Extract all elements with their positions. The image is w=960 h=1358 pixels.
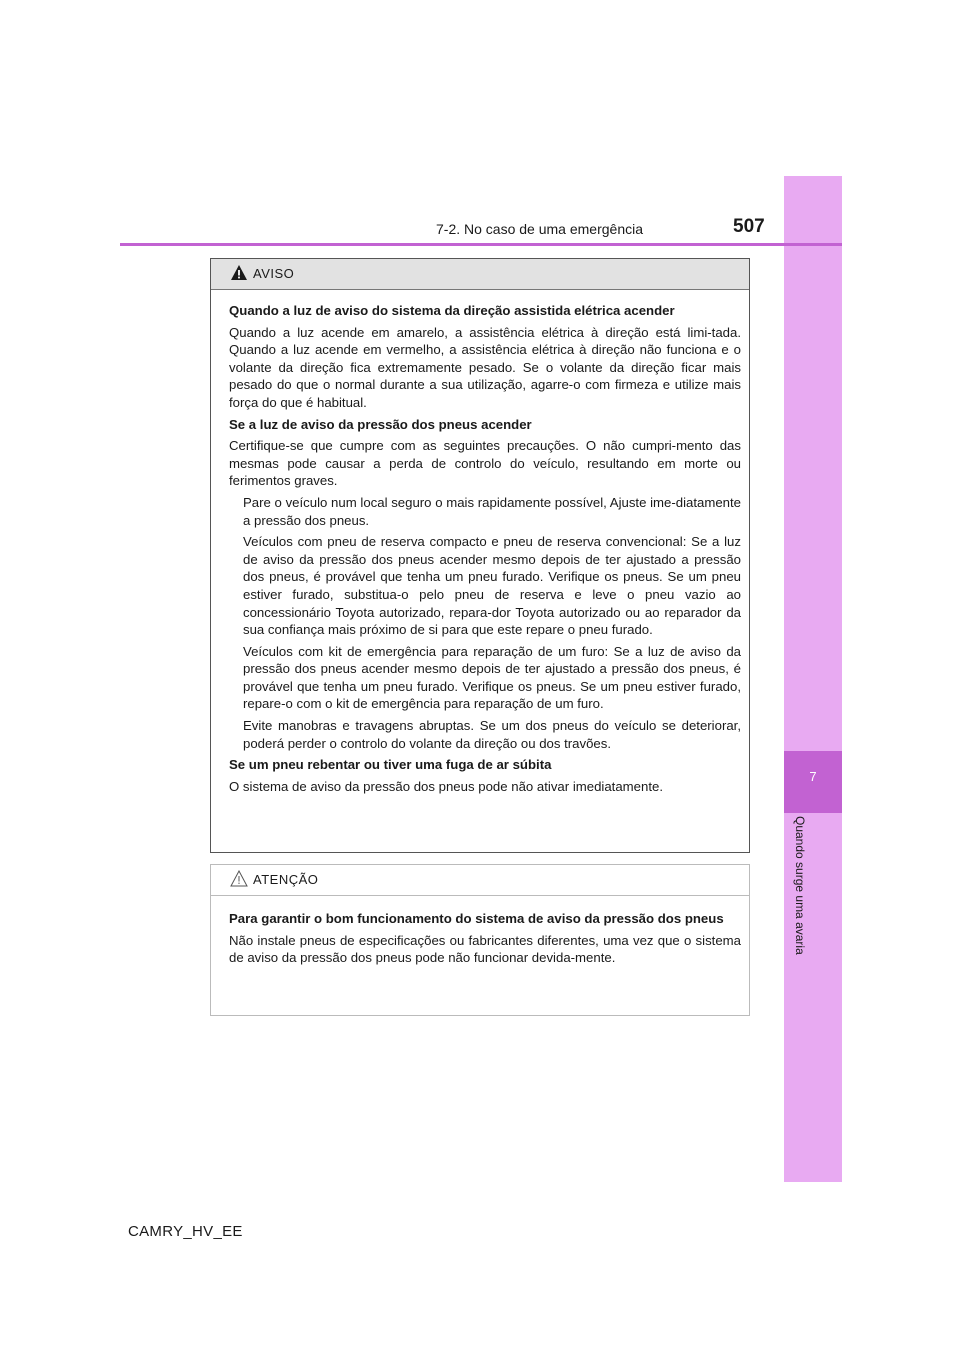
caution-box xyxy=(210,864,750,1016)
warning-box xyxy=(210,258,750,853)
warning-label: AVISO xyxy=(253,266,295,281)
page-number: 507 xyxy=(733,216,765,237)
warning-text-blowout: O sistema de aviso da pressão dos pneus pode não ativar imediatamente. xyxy=(229,778,663,794)
chapter-title: Quando surge uma avaria xyxy=(793,816,807,955)
warning-heading-blowout: Se um pneu rebentar ou tiver uma fuga de ar súbita xyxy=(229,757,552,773)
chapter-number: 7 xyxy=(809,769,817,784)
warning-bullet-stop-vehicle: Pare o veículo num local seguro o mais rapidamente possível, Ajuste ime-diatamente a pressão dos pneus. xyxy=(243,494,741,528)
warning-heading-power-steering: Quando a luz de aviso do sistema da direção assistida elétrica acender xyxy=(229,303,675,318)
warning-text-power-steering: Quando a luz acende em amarelo, a assistência elétrica à direção está limi-tada. Quando a luz acende em vermelho, a assistência elétrica à direção não funciona e o volante da direção fica extremamente pesado. Se o volante da direção ficar mais pesado do que o normal durante a sua utilização, agarre-o com firmeza e utilize mais força do que é habitual. xyxy=(229,324,741,410)
warning-body xyxy=(211,290,749,795)
warning-bullet-avoid-maneuvers: Evite manobras e travagens abruptas. Se um dos pneus do veículo se deteriorar, poderá perder o controlo do volante da direção ou dos travões. xyxy=(243,718,741,751)
caution-triangle-icon xyxy=(230,870,248,887)
warning-triangle-icon xyxy=(230,264,248,281)
caution-label: ATENÇÃO xyxy=(253,872,319,887)
warning-bullet-spare-tire: Veículos com pneu de reserva compacto e pneu de reserva convencional: Se a luz de aviso da pressão dos pneus acender mesmo depois de ter ajustado a pressão dos pneus, é provável que tenha um pneu furado. Verifique os pneus. Se um pneu estiver furado, substitua-o pelo pneu de reserva e leve o pneu vazio ao concessionário Toyota autorizado, repara-dor Toyota autorizado ou ao reparador da sua confiança mais próximo de si para que este repare o pneu furado. xyxy=(243,534,741,638)
caution-body xyxy=(211,896,749,967)
warning-bullet-repair-kit: Veículos com kit de emergência para reparação de um furo: Se a luz de aviso da pressão dos pneus acender mesmo depois de ter ajustado a pressão dos pneus, é provável que tenha um pneu furado. Verifique os pneus. Se um pneu estiver furado, repare-o com o kit de emergência para reparação de um furo. xyxy=(243,643,741,712)
caution-text: Não instale pneus de especificações ou fabricantes diferentes, uma vez que o sistema de aviso da pressão dos pneus pode não funcionar devida-mente. xyxy=(229,932,741,966)
header-rule xyxy=(120,243,842,246)
warning-heading-tire-pressure: Se a luz de aviso da pressão dos pneus acender xyxy=(229,416,532,432)
caution-header xyxy=(211,865,749,896)
warning-header xyxy=(211,259,749,290)
section-title: 7-2. No caso de uma emergência xyxy=(436,221,643,237)
side-tab xyxy=(784,176,842,1182)
caution-heading: Para garantir o bom funcionamento do sistema de aviso da pressão dos pneus xyxy=(229,911,724,926)
warning-text-tire-pressure: Certifique-se que cumpre com as seguintes precauções. O não cumpri-mento das mesmas pode causar a perda de controlo do veículo, resultando em morte ou ferimentos graves. xyxy=(229,438,741,489)
footer-code: CAMRY_HV_EE xyxy=(128,1223,243,1240)
